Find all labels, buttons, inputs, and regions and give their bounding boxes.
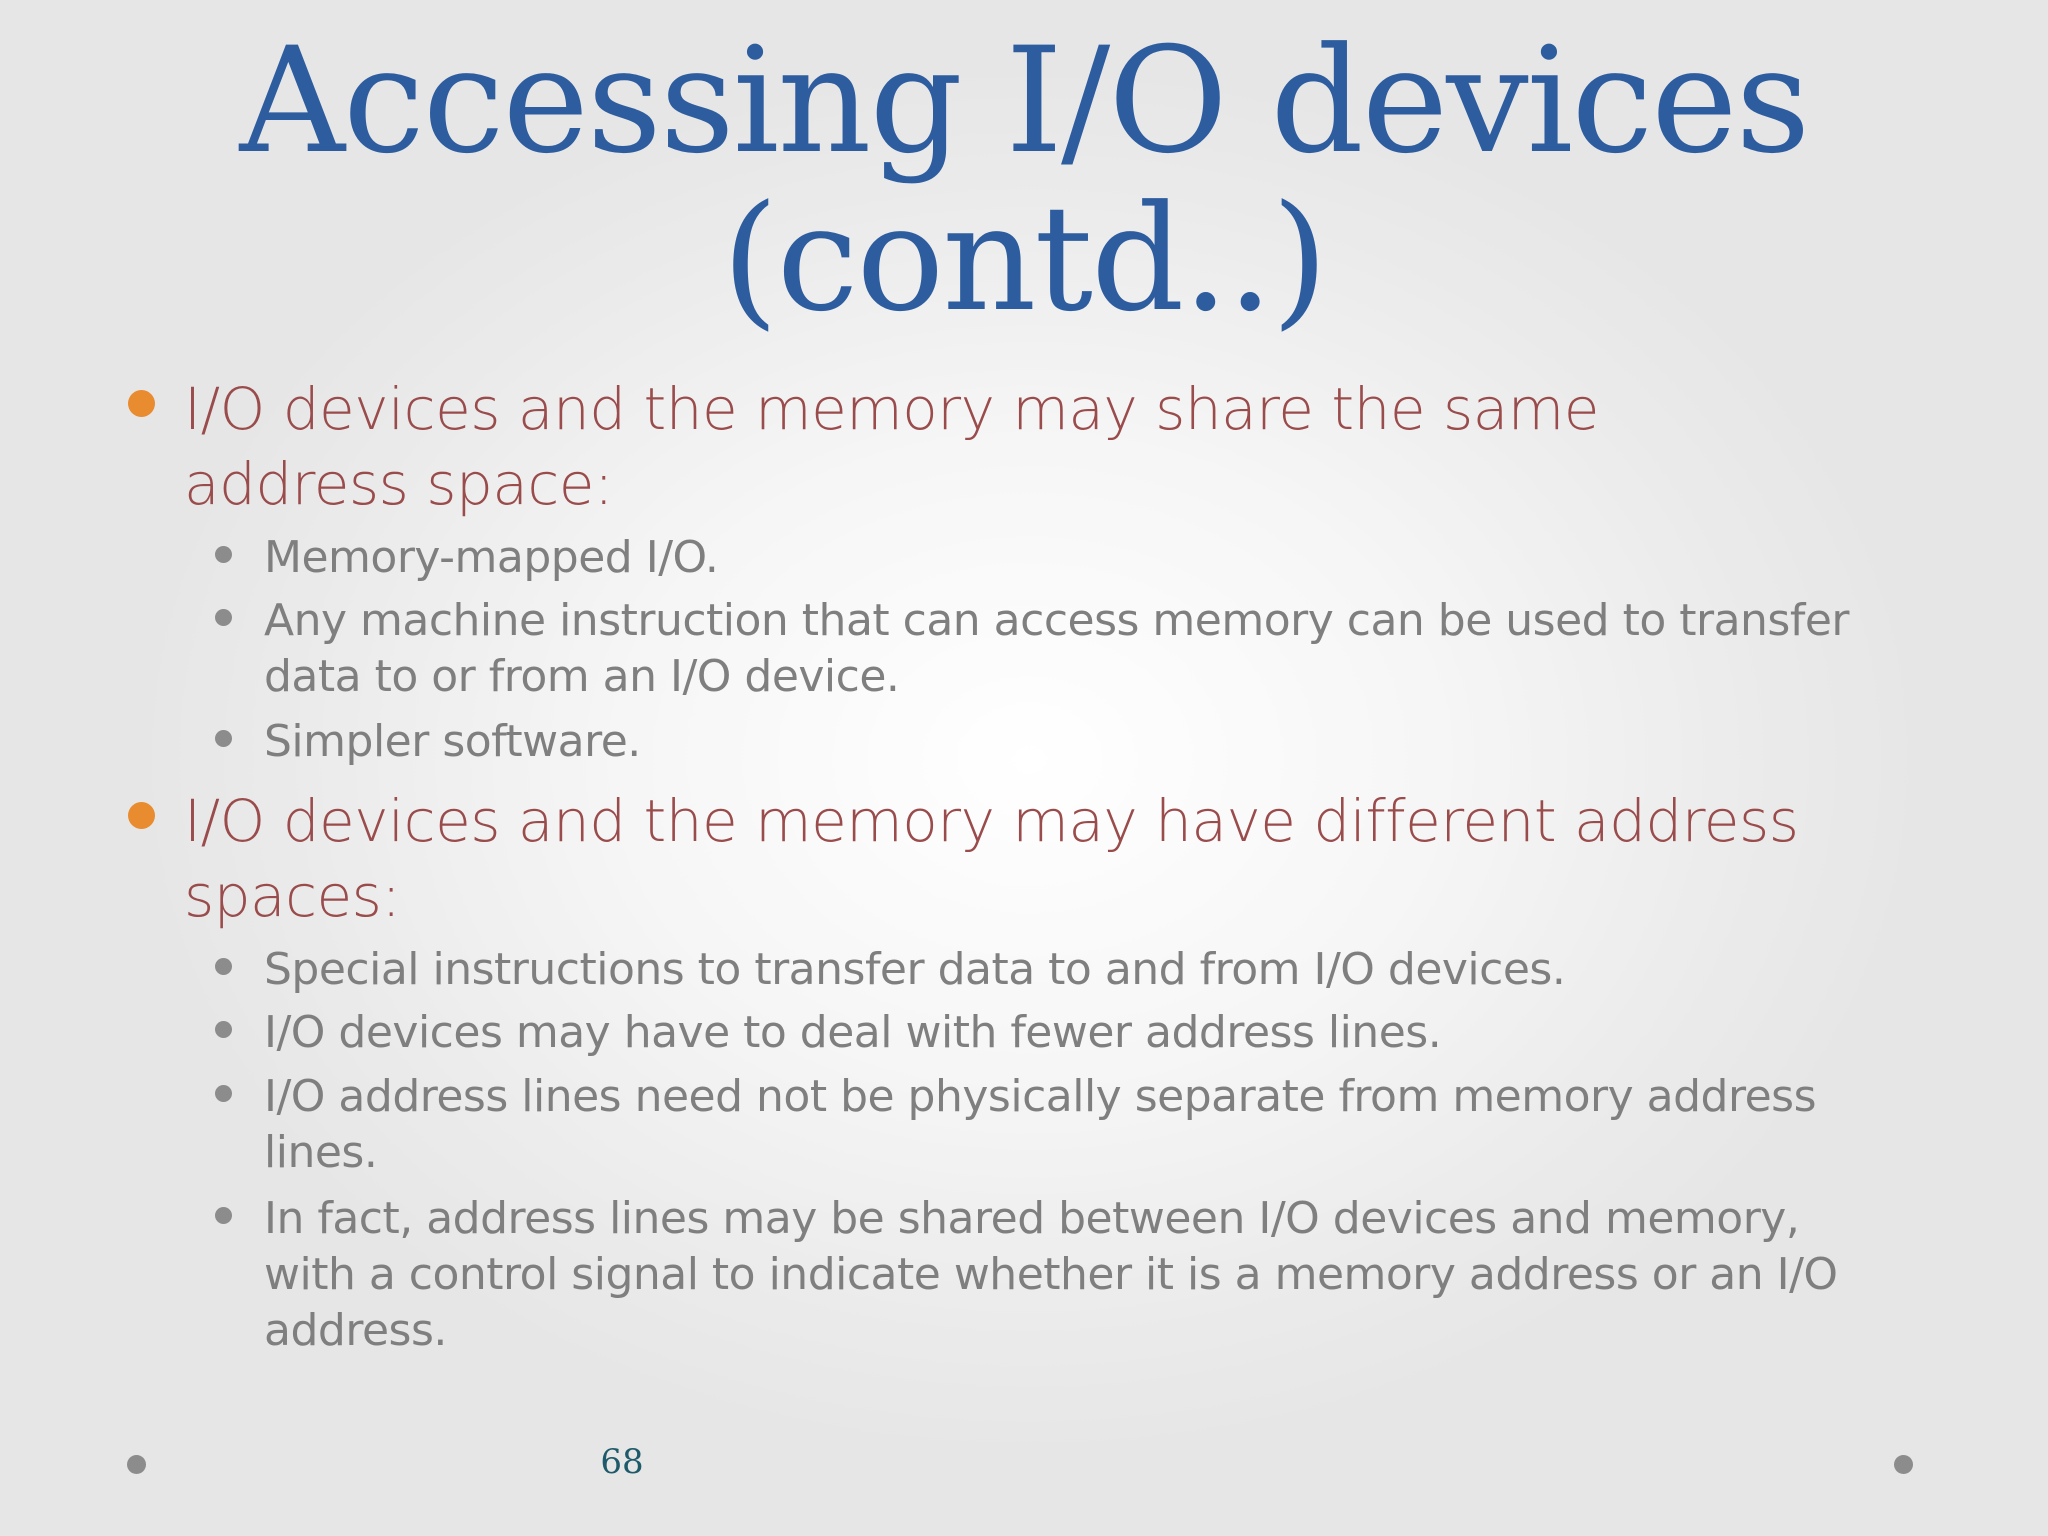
sub-bullet-simpler-software: [264, 714, 641, 770]
sub-bullet-fewer-address-lines: [264, 1005, 1441, 1061]
sub-bullet-shared-address-lines: [264, 1191, 1838, 1359]
sub-bullet-dot: [215, 730, 232, 747]
sub-bullet-any-instruction: [264, 593, 1849, 705]
bullet-shared-address-space: [184, 372, 1599, 522]
sub-bullet-dot: [215, 958, 232, 975]
footer-left-dot: [127, 1455, 146, 1474]
bullet-text-line: I/O devices and the memory may have different address: [184, 787, 1799, 855]
bullet-dot-orange: [128, 390, 155, 417]
sub-bullet-dot: [215, 1021, 232, 1038]
slide-title: [0, 16, 2048, 344]
sub-bullet-text-line: with a control signal to indicate whether it is a memory address or an I/O: [264, 1249, 1838, 1300]
sub-bullet-special-instructions: [264, 942, 1565, 998]
sub-bullet-text-line: lines.: [264, 1127, 378, 1178]
sub-bullet-text-line: Memory-mapped I/O.: [264, 532, 719, 583]
sub-bullet-text-line: I/O address lines need not be physically separate from memory address: [264, 1071, 1817, 1122]
bullet-different-address-spaces: [184, 784, 1798, 934]
bullet-text-line: spaces:: [184, 862, 401, 930]
slide-title-line-1: Accessing I/O devices: [239, 16, 1809, 186]
sub-bullet-text-line: I/O devices may have to deal with fewer address lines.: [264, 1007, 1442, 1058]
page-number: 68: [600, 1442, 644, 1482]
sub-bullet-dot: [215, 546, 232, 563]
sub-bullet-dot: [215, 609, 232, 626]
bullet-text-line: I/O devices and the memory may share the same: [184, 375, 1599, 443]
slide-title-line-2: (contd..): [721, 174, 1327, 344]
sub-bullet-not-physically-separate: [264, 1069, 1816, 1181]
sub-bullet-memory-mapped: [264, 530, 718, 586]
sub-bullet-text-line: In fact, address lines may be shared between I/O devices and memory,: [264, 1193, 1800, 1244]
sub-bullet-text-line: data to or from an I/O device.: [264, 651, 900, 702]
bullet-dot-orange: [128, 802, 155, 829]
footer-right-dot: [1894, 1455, 1913, 1474]
sub-bullet-text-line: Any machine instruction that can access memory can be used to transfer: [264, 595, 1849, 646]
bullet-text-line: address space:: [184, 450, 613, 518]
sub-bullet-dot: [215, 1207, 232, 1224]
sub-bullet-text-line: Simpler software.: [264, 716, 641, 767]
sub-bullet-dot: [215, 1085, 232, 1102]
sub-bullet-text-line: address.: [264, 1305, 447, 1356]
sub-bullet-text-line: Special instructions to transfer data to and from I/O devices.: [264, 944, 1566, 995]
